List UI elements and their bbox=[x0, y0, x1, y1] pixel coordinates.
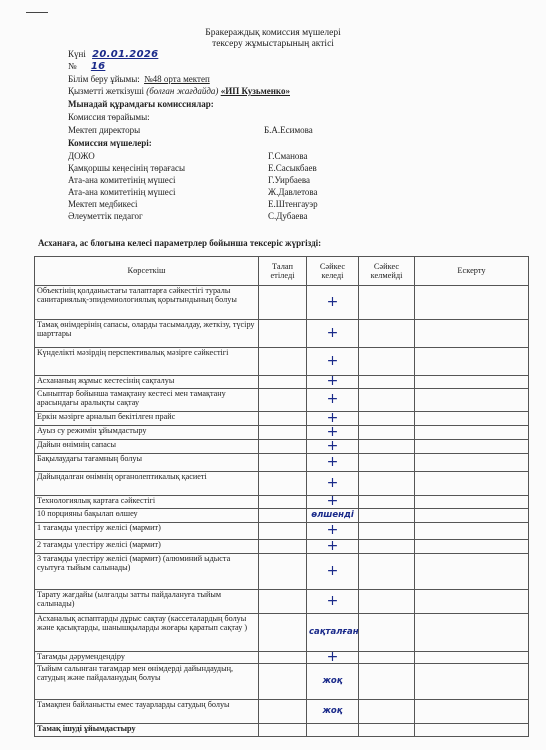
table-row bbox=[35, 320, 529, 348]
table-row bbox=[35, 700, 529, 724]
compliance-mark: + bbox=[307, 286, 359, 320]
compliance-mark: + bbox=[307, 376, 359, 389]
indicator-cell: 1 тағамды үлестіру желісі (мармит) bbox=[35, 523, 259, 540]
table-row bbox=[35, 664, 529, 700]
member-role: ДОЖО bbox=[68, 151, 95, 161]
indicator-cell: Асхананың жұмыс кестесінің сақталуы bbox=[35, 376, 259, 389]
indicator-cell: 2 тағамды үлестіру желісі (мармит) bbox=[35, 540, 259, 554]
compliance-mark: өлшенді bbox=[307, 509, 359, 523]
number-line bbox=[68, 61, 105, 72]
compliance-mark: + bbox=[307, 540, 359, 554]
compliance-mark: сақталған bbox=[307, 614, 359, 652]
compliance-mark bbox=[307, 724, 359, 737]
table-row bbox=[35, 496, 529, 509]
col-header-noncompliant: Сәйкес келмейді bbox=[359, 257, 415, 286]
member-role: Ата-ана комитетінің мүшесі bbox=[68, 175, 176, 185]
indicator-cell: Еркін мәзірге арналып бекітілген прайс bbox=[35, 412, 259, 426]
school-value: №48 орта мектеп bbox=[144, 74, 210, 84]
table-row bbox=[35, 724, 529, 737]
indicator-cell: Тағамды дәрумендендіру bbox=[35, 652, 259, 664]
indicator-cell: Тамақпен байланысты емес тауарларды сатудың болуы bbox=[35, 700, 259, 724]
table-row bbox=[35, 286, 529, 320]
table-row bbox=[35, 590, 529, 614]
member-name: Г.Сманова bbox=[268, 151, 308, 161]
member-name: Ж.Давлетова bbox=[268, 187, 318, 197]
compliance-mark: + bbox=[307, 554, 359, 590]
table-row bbox=[35, 523, 529, 540]
table-row bbox=[35, 652, 529, 664]
chair-name: Б.А.Есимова bbox=[264, 125, 313, 135]
compliance-mark: + bbox=[307, 440, 359, 454]
member-role: Әлеуметтік педагог bbox=[68, 211, 143, 221]
table-row bbox=[35, 454, 529, 472]
compliance-mark: + bbox=[307, 348, 359, 376]
indicator-cell: Тыйым салынған тағамдар мен өнімдерді дайындаудың, сатудың және пайдаланудың болуы bbox=[35, 664, 259, 700]
table-row bbox=[35, 348, 529, 376]
compliance-mark: + bbox=[307, 496, 359, 509]
table-row bbox=[35, 426, 529, 440]
supplier-note: (болған жағдайда) bbox=[146, 86, 219, 96]
school-line bbox=[68, 74, 210, 84]
table-row bbox=[35, 389, 529, 412]
number-value: 16 bbox=[90, 61, 106, 72]
col-header-required: Талап етіледі bbox=[259, 257, 307, 286]
compliance-mark: + bbox=[307, 454, 359, 472]
date-line bbox=[68, 49, 158, 60]
indicator-cell: Күнделікті мәзірдің перспективалық мәзірге сәйкестігі bbox=[35, 348, 259, 376]
commission-heading: Мынадай құрамдағы комиссиялар: bbox=[68, 99, 214, 109]
date-value: 20.01.2026 bbox=[92, 49, 159, 60]
document-title-line1: Бракераждық комиссия мүшелері bbox=[205, 28, 341, 38]
member-name: Е.Штенгауэр bbox=[268, 199, 318, 209]
supplier-label: Қызметті жеткізуші bbox=[68, 86, 144, 96]
indicator-cell: 3 тағамды үлестіру желісі (мармит) (алюминий ыдыста суытуға тыйым салынады) bbox=[35, 554, 259, 590]
member-role: Ата-ана комитетінің мүшесі bbox=[68, 187, 176, 197]
compliance-mark: + bbox=[307, 523, 359, 540]
compliance-mark: + bbox=[307, 426, 359, 440]
indicator-cell: Сыныптар бойынша тамақтану кестесі мен тамақтану арасындағы аралықты сақтау bbox=[35, 389, 259, 412]
compliance-mark: + bbox=[307, 652, 359, 664]
table-row bbox=[35, 412, 529, 426]
indicator-cell: Бақылаудағы тағамның болуы bbox=[35, 454, 259, 472]
compliance-mark: + bbox=[307, 472, 359, 496]
inspection-table bbox=[34, 256, 529, 737]
member-name: С.Дубаева bbox=[268, 211, 308, 221]
compliance-mark: + bbox=[307, 389, 359, 412]
compliance-mark: жоқ bbox=[307, 664, 359, 700]
indicator-cell: 10 порцияны бақылап өлшеу bbox=[35, 509, 259, 523]
corner-line bbox=[26, 12, 48, 13]
school-label: Білім беру ұйымы: bbox=[68, 74, 140, 84]
col-header-compliant: Сәйкес келеді bbox=[307, 257, 359, 286]
col-header-indicator: Көрсеткіш bbox=[35, 257, 259, 286]
member-name: Г.Уирбаева bbox=[268, 175, 311, 185]
table-row bbox=[35, 540, 529, 554]
indicator-cell: Технологиялық картаға сәйкестігі bbox=[35, 496, 259, 509]
table-row bbox=[35, 554, 529, 590]
indicator-cell: Тамақ ішуді ұйымдастыру bbox=[35, 724, 259, 737]
table-row bbox=[35, 472, 529, 496]
document-title-line2: тексеру жұмыстарының актісі bbox=[212, 39, 334, 49]
indicator-cell: Ауыз су режимін ұйымдастыру bbox=[35, 426, 259, 440]
number-label: № bbox=[68, 61, 77, 71]
member-role: Мектеп медбикесі bbox=[68, 199, 138, 209]
table-row bbox=[35, 376, 529, 389]
member-role: Қамқоршы кеңесінің төрағасы bbox=[68, 163, 186, 173]
supplier-value: «ИП Кузьменко» bbox=[220, 86, 290, 96]
indicator-cell: Объектінің қолданыстағы талаптарға сәйкестігі туралы санитариялық-эпидемиологиялық қорытындының болуы bbox=[35, 286, 259, 320]
indicator-cell: Дайын өнімнің сапасы bbox=[35, 440, 259, 454]
col-header-remark: Ескерту bbox=[415, 257, 529, 286]
indicator-cell: Тарату жағдайы (ылғалды затты пайдалануға тыйым салынады) bbox=[35, 590, 259, 614]
compliance-mark: + bbox=[307, 320, 359, 348]
table-row bbox=[35, 614, 529, 652]
table-row bbox=[35, 509, 529, 523]
members-heading: Комиссия мүшелері: bbox=[68, 138, 152, 148]
table-header-row bbox=[35, 257, 529, 286]
compliance-mark: + bbox=[307, 412, 359, 426]
chair-heading: Комиссия төрайымы: bbox=[68, 112, 150, 122]
compliance-mark: + bbox=[307, 590, 359, 614]
indicator-cell: Асханалық аспаптарды дұрыс сақтау (кассеталардың болуы және қасықтарды, шанышқыларды жоғары қаратып сақтау ) bbox=[35, 614, 259, 652]
date-label: Күні bbox=[68, 49, 86, 59]
compliance-mark: жоқ bbox=[307, 700, 359, 724]
indicator-cell: Тамақ өнімдерінің сапасы, оларды тасымалдау, жеткізу, түсіру шарттары bbox=[35, 320, 259, 348]
chair-role: Мектеп директоры bbox=[68, 125, 141, 135]
table-row bbox=[35, 440, 529, 454]
supplier-line bbox=[68, 86, 290, 96]
inspection-intro: Асханаға, ас блогына келесі параметрлер бойынша тексеріс жүргізді: bbox=[38, 238, 322, 248]
member-name: Е.Сасыкбаев bbox=[268, 163, 317, 173]
indicator-cell: Дайындалған өнімнің органолептикалық қасиеті bbox=[35, 472, 259, 496]
